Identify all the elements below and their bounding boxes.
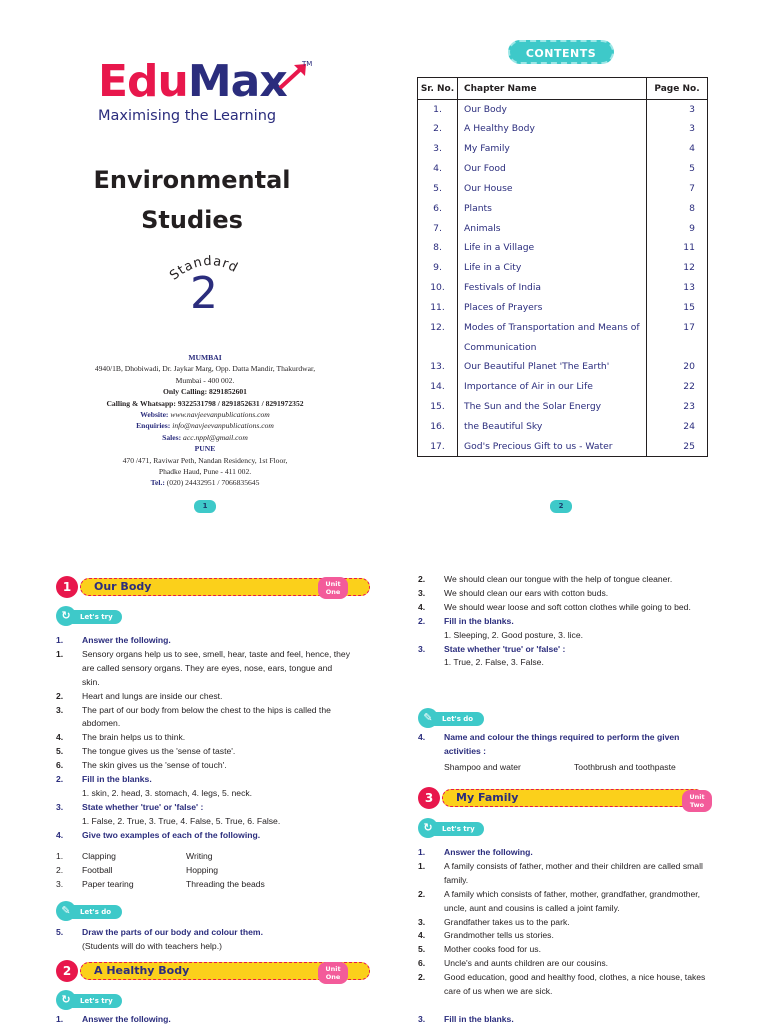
serial-number: 3. [418,139,458,159]
edumax-logo: EduMax TM Maximising the Learning [98,58,328,138]
page-number-cell: 24 [647,417,708,437]
answer-row: 5. The tongue gives us the 'sense of taste'. [56,746,236,757]
chapter-name[interactable]: Modes of Transportation and Means of [458,318,647,338]
contents-row [418,258,708,278]
unit-2-answers [418,573,714,670]
question-row: 5. Draw the parts of our body and colour them. [56,927,263,937]
answer-row: 1. skin, 2. head, 3. stomach, 4. legs, 5. neck. [82,787,253,798]
serial-number: 15. [418,397,458,417]
serial-number: 10. [418,278,458,298]
contents-row [418,219,708,239]
contents-row [418,100,708,120]
unit-2-header: 2 A Healthy Body [56,960,376,982]
page-number-cell: 7 [647,179,708,199]
unit-tag: Unit Two [682,790,712,812]
answer-row: 1. False, 2. True, 3. True, 4. False, 5. True, 6. False. [82,815,281,826]
serial-number [418,338,458,358]
serial-number: 7. [418,219,458,239]
cover-page [0,0,384,520]
question-row: 2. Fill in the blanks. [56,774,152,785]
website-link[interactable]: www.navjeevanpublications.com [170,410,270,420]
page-number: 2 [550,500,572,513]
contents-row [418,377,708,397]
answer-row: 1. Sleeping, 2. Good posture, 3. lice. [444,629,584,640]
chapter-name[interactable]: A Healthy Body [458,119,647,139]
svg-text:Standard: Standard [167,253,241,284]
column-header: Chapter Name [458,78,647,100]
book-title: Environmental Studies [93,166,291,234]
scribble-icon: ✎ [56,901,76,921]
unit-1-header: 1 Our Body [56,576,376,598]
logo-wordmark: EduMax [98,56,287,107]
chapter-name[interactable]: My Family [458,139,647,159]
unit-tag: Unit One [318,577,348,599]
page-number-cell: 9 [647,219,708,239]
contents-row [418,139,708,159]
example-row: 3. Paper tearing Threading the beads [56,878,265,889]
answer-row: 3. The part of our body from below the chest to the hips is called the abdomen. [56,704,331,729]
serial-number: 1. [418,100,458,120]
contents-header-row [418,78,708,100]
question-row: 1. Answer the following. [418,847,533,857]
page-number-cell: 20 [647,357,708,377]
refresh-icon: ↻ [56,606,76,626]
contents-heading: CONTENTS [508,40,614,64]
answer-row: 1. True, 2. False, 3. False. [444,657,544,668]
answer-row: 1. Sensory organs help us to see, smell, hear, taste and feel, hence, they are called sensory organs. They are eyes, nose, ears, tongue and skin. [56,648,351,687]
contents-row [418,298,708,318]
question-row: 3. State whether 'true' or 'false' : [56,801,204,812]
chapter-name[interactable]: Places of Prayers [458,298,647,318]
page-number-cell: 22 [647,377,708,397]
unit-1-q5: 5. Draw the parts of our body and colour them. (Students will do with teachers help.) [56,926,352,954]
chapter-name[interactable]: God's Precious Gift to us - Water [458,437,647,457]
contents-row [418,199,708,219]
contents-row [418,159,708,179]
unit-3-header: 3 My Family [418,787,738,809]
chapter-name[interactable]: the Beautiful Sky [458,417,647,437]
unit-tag: Unit One [318,962,348,984]
contents-row [418,119,708,139]
answer-row: 2. Heart and lungs are inside our chest. [56,690,223,701]
contents-row [418,278,708,298]
answer-row: 2. Good education, good and healthy food, clothes, a nice house, takes care of us when we are sick. [418,972,706,997]
serial-number: 14. [418,377,458,397]
chapter-name[interactable]: Animals [458,219,647,239]
serial-number: 12. [418,318,458,338]
refresh-icon: ↻ [56,990,76,1010]
page-number-cell: 25 [647,437,708,457]
page-number-cell: 4 [647,139,708,159]
column-header: Sr. No. [418,78,458,100]
example-row: 1. Clapping Writing [56,851,213,861]
chapter-name[interactable]: Our Body [458,100,647,120]
chapter-name[interactable]: Our Food [458,159,647,179]
examples-list [56,850,352,892]
page-number-cell [647,338,708,358]
question-row: 2. Fill in the blanks. [418,615,514,626]
unit-3-answers [418,846,714,999]
serial-number: 4. [418,159,458,179]
chapter-name[interactable]: Our Beautiful Planet 'The Earth' [458,357,647,377]
answer-row: 3. Grandfather takes us to the park. [418,916,570,927]
enquiries-email[interactable]: info@navjeevanpublications.com [172,421,274,431]
answer-row: 2. We should clean our tongue with the help of tongue cleaner. [418,574,673,584]
answer-row: 2. A family which consists of father, mother, grandfather, grandmother, uncle, aunt and cousins is called a joint family. [418,888,701,913]
unit-2-q4: 4. Name and colour the things required to perform the given activities : Shampoo and water Toothbrush and toothpaste [418,732,680,772]
page-number-cell: 15 [647,298,708,318]
serial-number: 2. [418,119,458,139]
unit-1-answers [56,634,352,843]
page-number-cell: 17 [647,318,708,338]
unit-3-fill-blanks: 3. Fill in the blanks. [418,1014,514,1024]
serial-number: 9. [418,258,458,278]
page-number-cell: 3 [647,100,708,120]
contents-row [418,318,708,338]
serial-number: 17. [418,437,458,457]
answer-row: 1. A family consists of father, mother and their children are called small family. [418,860,703,885]
question-row: 3. State whether 'true' or 'false' : [418,643,566,654]
chapter-name[interactable]: Festivals of India [458,278,647,298]
answer-row: 4. We should wear loose and soft cotton clothes while going to bed. [418,601,691,612]
page-number-cell: 5 [647,159,708,179]
answer-row: 6. The skin gives us the 'sense of touch'. [56,760,227,771]
chapter-name[interactable]: Our House [458,179,647,199]
chapter-name[interactable]: Communication [458,338,647,358]
contents-row [418,397,708,417]
chapter-name[interactable]: Life in a City [458,258,647,278]
answer-row: 6. Uncle's and aunts children are our cousins. [418,958,609,969]
serial-number: 5. [418,179,458,199]
page-number-cell: 13 [647,278,708,298]
serial-number: 16. [418,417,458,437]
chapter-name[interactable]: Life in a Village [458,238,647,258]
serial-number: 11. [418,298,458,318]
contents-row [418,417,708,437]
serial-number: 13. [418,357,458,377]
example-row: 2. Football Hopping [56,864,219,875]
refresh-icon: ↻ [418,818,438,838]
unit-2-first-question: 1. Answer the following. [56,1014,171,1024]
answer-row: 4. The brain helps us to think. [56,732,186,743]
chapter-name[interactable]: Importance of Air in our Life [458,377,647,397]
page-number-cell: 3 [647,119,708,139]
page-number-cell: 23 [647,397,708,417]
chapter-name[interactable]: Plants [458,199,647,219]
column-header: Page No. [647,78,708,100]
standard-number: 2 [190,268,218,319]
question-row: 4. Give two examples of each of the following. [56,829,261,840]
contents-table [417,77,708,457]
logo-tagline: Maximising the Learning [98,108,277,124]
contents-row [418,357,708,377]
scribble-icon: ✎ [418,708,438,728]
answer-row: 5. Mother cooks food for us. [418,944,541,955]
page-number-cell: 12 [647,258,708,278]
sales-email[interactable]: acc.nppl@gmail.com [183,432,248,442]
contents-row [418,437,708,457]
contents-row [418,238,708,258]
answer-row: 3. We should clean our ears with cotton buds. [418,587,609,598]
contents-row [418,179,708,199]
contents-row [418,338,708,358]
answer-row: 4. Grandmother tells us stories. [418,930,554,941]
serial-number: 8. [418,238,458,258]
page-number-cell: 8 [647,199,708,219]
question-row: 1. Answer the following. [56,635,171,645]
page-number: 1 [194,500,216,513]
page-number-cell: 11 [647,238,708,258]
publisher-info: MUMBAI 4940/1B, Dhobiwadi, Dr. Jaykar Marg, Opp. Datta Mandir, Thakurdwar, Mumbai - 400 002. Only Calling: 8291852601 Calling & Whatsapp: 9322531798 / 8291852631 / 8291972352 Website: www.navjeevanpublications.com Enquiries: info@navjeevanpublications.com Sales: acc.nppl@gmail.com PUNE 470 /471, Raviwar Peth, Nandan Residency, 1st Floor, Phadke Haud, Pune - 411 002. Tel.: (020) 24432951 / 7066835645 [94,353,316,488]
serial-number: 6. [418,199,458,219]
chapter-name[interactable]: The Sun and the Solar Energy [458,397,647,417]
